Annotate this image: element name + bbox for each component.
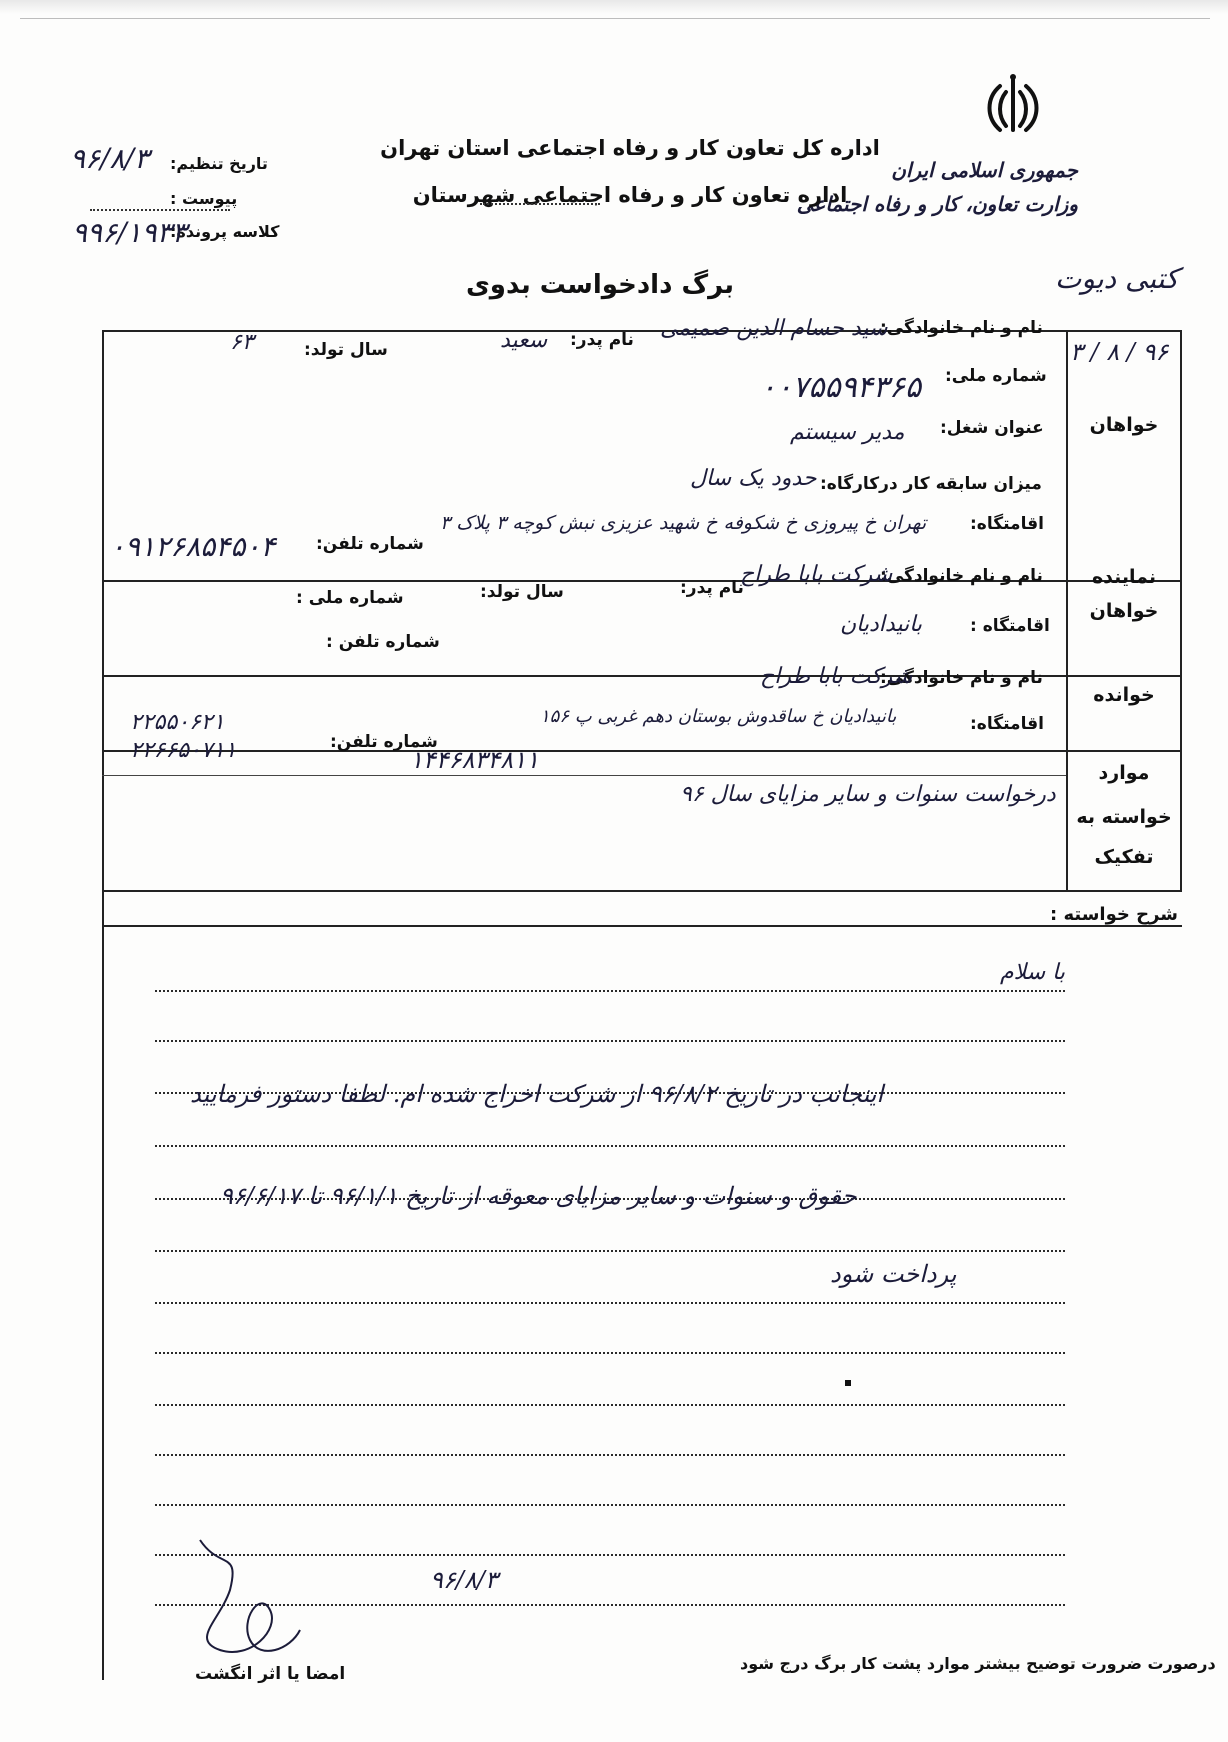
- plaintiff-name-label: نام و نام خانوادگی:: [880, 318, 1043, 338]
- plaintiff-job-value: مدیر سیستم: [790, 420, 905, 445]
- iran-emblem-icon: [978, 72, 1048, 142]
- notes-line-8: [155, 1352, 1065, 1354]
- representative-section-label-1: نماینده: [1091, 566, 1157, 588]
- plaintiff-father-label: نام پدر:: [570, 330, 634, 350]
- notes-line-4: [155, 1145, 1065, 1147]
- attachment-label: پیوست :: [170, 189, 238, 208]
- plaintiff-side-date: ۹۶ / ۸ / ۳: [1070, 338, 1169, 366]
- representative-phone-label: شماره تلفن :: [326, 632, 440, 652]
- defendant-name-label: نام و نام خانوادگی:: [880, 668, 1043, 688]
- representative-section-label-2: خواهان: [1089, 600, 1159, 622]
- scan-fold-line: [20, 18, 1210, 19]
- representative-address-value: بانیدادیان: [840, 612, 923, 637]
- description-line-2: اینجانب در تاریخ ۹۶/۸/۲ از شرکت اخراج شده ام. لطفا دستور فرمایید: [190, 1080, 884, 1108]
- notes-line-6: [155, 1250, 1065, 1252]
- claims-section-label-1: موارد: [1098, 762, 1150, 784]
- plaintiff-national-id-label: شماره ملی:: [945, 366, 1047, 386]
- defendant-phone-label: شماره تلفن:: [330, 732, 438, 752]
- defendant-name-value: شرکت بابا طراح: [760, 664, 913, 689]
- form-title: برگ دادخواست بدوی: [465, 270, 735, 300]
- plaintiff-national-id-value: ۰۰۷۵۵۹۴۳۶۵: [760, 370, 922, 405]
- org-line-2-dots: [480, 203, 600, 205]
- attachment-dots: [90, 209, 230, 211]
- footer-note: درصورت ضرورت توضیح بیشتر موارد پشت کار برگ درج شود: [740, 1654, 1216, 1673]
- republic-name: جمهوری اسلامی ایران: [891, 158, 1078, 182]
- defendant-section-label: خوانده: [1093, 684, 1155, 706]
- plaintiff-phone-label: شماره تلفن:: [316, 534, 424, 554]
- representative-birth-year-label: سال تولد:: [480, 582, 564, 602]
- notes-line-10: [155, 1454, 1065, 1456]
- file-number-value: ۹۹۶/۱۹۳۳: [72, 216, 187, 249]
- notes-line-2: [155, 1040, 1065, 1042]
- claims-inner-divider: [102, 775, 1066, 776]
- date-value: ۹۶/۸/۳: [70, 142, 150, 175]
- table-left-border: [102, 330, 104, 1680]
- label-column-left-border: [1066, 330, 1068, 890]
- signature-label: امضا یا اثر انگشت: [195, 1664, 346, 1684]
- representative-name-value: شرکت بابا طراح: [740, 562, 893, 587]
- row-divider-5: [102, 925, 1182, 927]
- description-line-1: با سلام: [1000, 960, 1066, 985]
- plaintiff-experience-label: میزان سابقه کار درکارگاه:: [820, 474, 1042, 494]
- representative-address-label: اقامتگاه :: [970, 616, 1050, 636]
- description-label: شرح خواسته :: [1050, 904, 1178, 925]
- representative-name-label: نام و نام خانوادگی:: [880, 566, 1043, 586]
- plaintiff-father-value: سعید: [500, 328, 548, 353]
- plaintiff-address-label: اقامتگاه:: [970, 514, 1044, 534]
- plaintiff-birth-year-label: سال تولد:: [304, 340, 388, 360]
- claims-section-label-3: تفکیک: [1094, 846, 1154, 868]
- label-column-right-border: [1180, 330, 1182, 890]
- handwritten-stamp: کتبی دیوت: [1055, 262, 1179, 295]
- claims-section-label-2: خواسته به: [1076, 806, 1172, 828]
- defendant-address-label: اقامتگاه:: [970, 714, 1044, 734]
- notes-line-9: [155, 1404, 1065, 1406]
- notes-line-7: [155, 1302, 1065, 1304]
- description-line-3: حقوق و سنوات و سایر مزایای معوقه از تاریخ ۹۶/۱/۱ تا ۹۶/۶/۱۷: [220, 1182, 857, 1210]
- defendant-phone-value-1: ۲۲۵۵۰۶۲۱: [130, 710, 225, 735]
- notes-line-1: [155, 990, 1065, 992]
- scan-top-edge: [0, 0, 1228, 14]
- org-line-2: اداره تعاون کار و رفاه اجتماعی شهرستان: [412, 183, 848, 207]
- signature-scribble-icon: [180, 1530, 340, 1670]
- ministry-name: وزارت تعاون، کار و رفاه اجتماعی: [796, 192, 1078, 216]
- plaintiff-experience-value: حدود یک سال: [690, 466, 817, 491]
- defendant-phone-value-3: ۱۴۴۶۸۳۴۸۱۱: [410, 746, 539, 774]
- plaintiff-address-value: تهران خ پیروزی خ شکوفه خ شهید عزیزی نبش کوچه ۳ پلاک ۳: [440, 512, 927, 534]
- signature-date: ۹۶/۸/۳: [430, 1566, 498, 1594]
- plaintiff-section-label: خواهان: [1089, 414, 1159, 436]
- file-number-label: کلاسه پرونده:: [170, 222, 280, 241]
- description-line-4: پرداخت شود: [830, 1260, 957, 1288]
- row-divider-4: [102, 890, 1182, 892]
- representative-national-id-label: شماره ملی :: [296, 588, 404, 608]
- defendant-phone-value-2: ۲۲۶۶۵۰۷۱۱: [130, 738, 237, 763]
- org-line-1: اداره کل تعاون کار و رفاه اجتماعی استان تهران: [380, 136, 880, 160]
- plaintiff-birth-year-value: ۶۳: [230, 330, 254, 355]
- plaintiff-job-label: عنوان شغل:: [940, 418, 1044, 438]
- date-label: تاریخ تنظیم:: [170, 154, 268, 173]
- row-divider-3: [102, 750, 1182, 752]
- plaintiff-name-value: سید حسام الدین صمیمی: [660, 316, 888, 341]
- table-right-top-edge: [1066, 330, 1182, 332]
- claims-value: درخواست سنوات و سایر مزایای سال ۹۶: [680, 782, 1056, 807]
- notes-line-11: [155, 1504, 1065, 1506]
- ink-dot: [845, 1380, 851, 1386]
- representative-father-label: نام پدر:: [680, 578, 744, 598]
- plaintiff-phone-value: ۰۹۱۲۶۸۵۴۵۰۴: [110, 530, 276, 563]
- defendant-address-value: بانیدادیان خ ساقدوش بوستان دهم غربی پ ۱۵۶: [540, 706, 897, 727]
